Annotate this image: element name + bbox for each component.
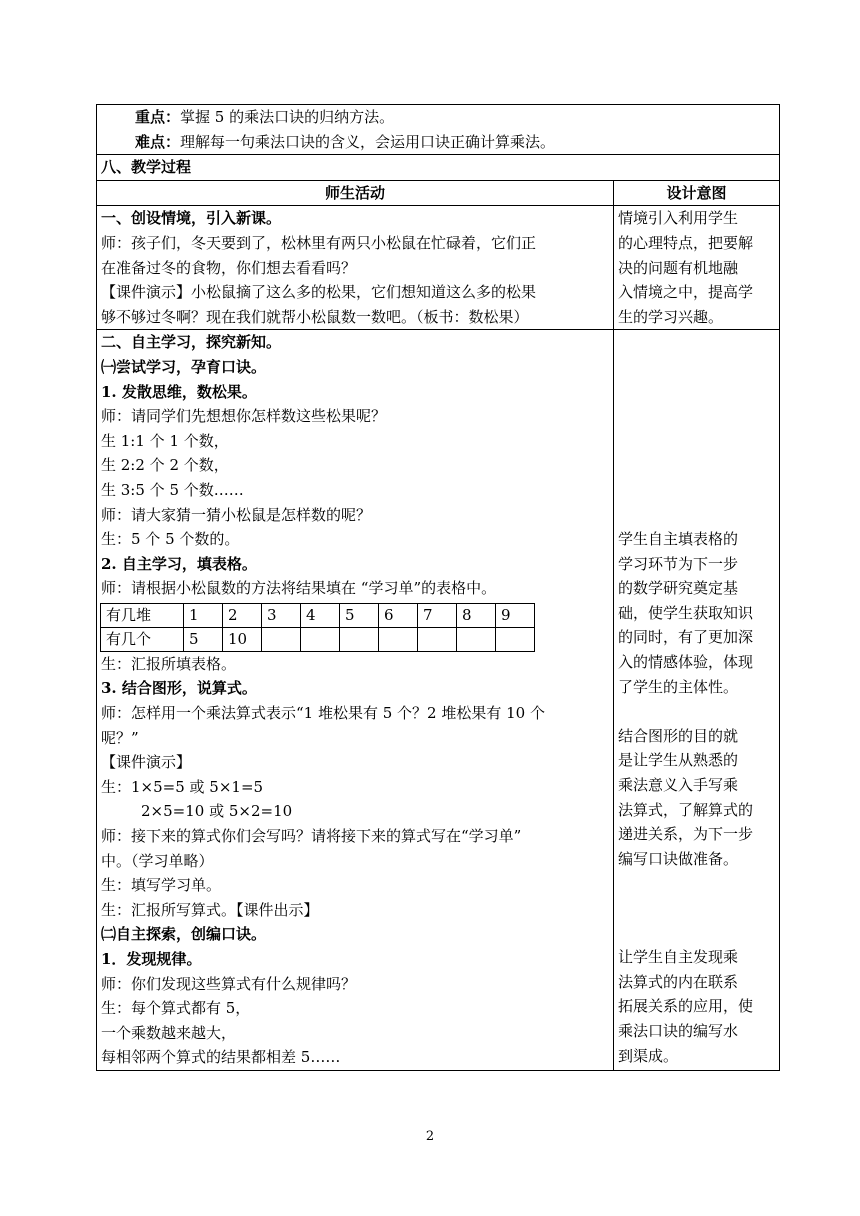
step-heading: 3. 结合图形，说算式。 (101, 679, 257, 698)
piles-cell: 8 (457, 603, 496, 627)
piles-cell: 4 (301, 603, 340, 627)
header-intent: 设计意图 (614, 180, 780, 206)
piles-row (101, 603, 535, 627)
piles-cell: 3 (262, 603, 301, 627)
piles-cell: 6 (379, 603, 418, 627)
count-cell (418, 627, 457, 651)
dialogue-line: 生：汇报所写算式。【课件出示】 (101, 900, 319, 919)
piles-cell: 5 (340, 603, 379, 627)
spacer (618, 503, 775, 528)
fill-in-table (100, 603, 535, 652)
spacer (618, 871, 775, 896)
part1-line: 在准备过冬的食物，你们想去看看吗？ (101, 258, 357, 277)
count-cell: 5 (184, 627, 223, 651)
dialogue-line: 师：请大家猜一猜小松鼠是怎样数的呢？ (101, 505, 372, 524)
section-title-row (97, 155, 780, 181)
intent-line: 法算式，了解算式的 (618, 800, 754, 819)
intent-line: 的同时，有了更加深 (618, 628, 754, 647)
piles-label: 有几堆 (101, 603, 184, 627)
intent-line: 让学生自主发现乘 (618, 948, 739, 967)
dialogue-line: 师：怎样用一个乘法算式表示“1 堆松果有 5 个？2 堆松果有 10 个 (101, 704, 545, 723)
intent-line: 的数学研究奠定基 (618, 579, 739, 598)
dialogue-line: 生：填写学习单。 (101, 876, 222, 895)
intent-line: 法算式的内在联系 (618, 972, 739, 991)
spacer (618, 330, 775, 355)
count-cell (379, 627, 418, 651)
zhongdian-line (101, 105, 775, 130)
intent-line: 编写口诀做准备。 (618, 849, 739, 868)
count-cell (262, 627, 301, 651)
dialogue-line: 呢？” (101, 728, 139, 747)
dialogue-line: 生 2:2 个 2 个数， (101, 456, 229, 475)
step-heading: 2. 自主学习，填表格。 (101, 554, 257, 573)
dialogue-line: 2×5=10 或 5×2=10 (141, 802, 293, 821)
part2-intent (614, 330, 780, 1071)
part1-heading: 一、创设情境，引入新课。 (101, 209, 282, 228)
piles-cell: 2 (223, 603, 262, 627)
part1-row (97, 206, 780, 330)
intent-line: 情境引入利用学生 (618, 209, 739, 228)
count-cell: 10 (223, 627, 262, 651)
lesson-plan-page (96, 104, 779, 1071)
dialogue-line: 师：接下来的算式你们会写吗？请将接下来的算式写在“学习单” (101, 827, 522, 846)
lesson-plan-table (96, 104, 780, 1071)
dialogue-line: 生：每个算式都有 5， (101, 999, 251, 1018)
spacer (618, 478, 775, 503)
key-points-cell (97, 105, 780, 155)
piles-cell: 1 (184, 603, 223, 627)
part1-line: 【课件演示】小松鼠摘了这么多的松果，它们想知道这么多的松果 (101, 283, 537, 302)
header-activity: 师生活动 (97, 180, 614, 206)
intent-line: 递进关系，为下一步 (618, 825, 754, 844)
intent-line: 学习环节为下一步 (618, 554, 739, 573)
step-heading: 1. 发散思维，数松果。 (101, 382, 257, 401)
subsection-heading: ㈡自主探索，创编口诀。 (101, 925, 267, 944)
dialogue-line: 生：1×5=5 或 5×1=5 (101, 777, 264, 796)
part1-line: 师：孩子们，冬天要到了，松林里有两只小松鼠在忙碌着，它们正 (101, 233, 537, 252)
spacer (618, 355, 775, 380)
intent-line: 础，使学生获取知识 (618, 603, 754, 622)
spacer (618, 380, 775, 405)
count-cell (457, 627, 496, 651)
intent-line: 学生自主填表格的 (618, 530, 739, 549)
piles-cell: 7 (418, 603, 457, 627)
dialogue-line: 一个乘数越来越大， (101, 1023, 237, 1042)
intent-line: 生的学习兴趣。 (618, 307, 724, 326)
dialogue-line: 师：请根据小松鼠数的方法将结果填在 “学习单”的表格中。 (101, 579, 497, 598)
spacer (618, 921, 775, 946)
intent-line: 决的问题有机地融 (618, 258, 739, 277)
intent-line: 了学生的主体性。 (618, 677, 739, 696)
spacer (618, 699, 775, 724)
count-cell (340, 627, 379, 651)
part1-activity (97, 206, 614, 330)
nandian-line (101, 130, 775, 155)
dialogue-line: 生：汇报所填表格。 (101, 654, 237, 673)
intent-line: 乘法意义入手写乘 (618, 776, 739, 795)
nandian-text: 理解每一句乘法口诀的含义，会运用口诀正确计算乘法。 (180, 132, 556, 151)
part1-line: 够不够过冬啊？现在我们就帮小松鼠数一数吧。（板书：数松果） (101, 307, 529, 326)
dialogue-line: 每相邻两个算式的结果都相差 5…… (101, 1048, 341, 1067)
dialogue-line: 【课件演示】 (101, 753, 192, 772)
intent-line: 是让学生从熟悉的 (618, 751, 739, 770)
dialogue-line: 生：5 个 5 个数的。 (101, 530, 240, 549)
part2-heading: 二、自主学习，探究新知。 (101, 333, 282, 352)
header-row (97, 180, 780, 206)
spacer (618, 896, 775, 921)
intent-line: 的心理特点，把要解 (618, 233, 754, 252)
intent-line: 拓展关系的应用，使 (618, 997, 754, 1016)
spacer (618, 429, 775, 454)
intent-line: 入情境之中，提高学 (618, 283, 754, 302)
step-heading: 1．发现规律。 (101, 950, 202, 968)
dialogue-line: 生 3:5 个 5 个数…… (101, 480, 244, 499)
zhongdian-label: 重点： (135, 108, 181, 126)
spacer (618, 404, 775, 429)
intent-line: 入的情感体验，体现 (618, 653, 754, 672)
intent-line: 乘法口诀的编写水 (618, 1021, 739, 1040)
nandian-label: 难点： (135, 132, 181, 151)
section-title: 八、教学过程 (97, 155, 780, 181)
page-number: 2 (425, 1129, 435, 1144)
count-label: 有几个 (101, 627, 184, 651)
intent-line: 到渠成。 (618, 1046, 679, 1065)
part2-row (97, 330, 780, 1071)
spacer (618, 453, 775, 478)
part1-intent (614, 206, 780, 330)
count-cell (496, 627, 535, 651)
dialogue-line: 生 1:1 个 1 个数， (101, 431, 229, 450)
zhongdian-text: 掌握 5 的乘法口诀的归纳方法。 (180, 108, 395, 126)
piles-cell: 9 (496, 603, 535, 627)
dialogue-line: 师：请同学们先想想你怎样数这些松果呢？ (101, 407, 387, 426)
count-row (101, 627, 535, 651)
dialogue-line: 中。（学习单略） (101, 851, 214, 870)
key-points-row (97, 105, 780, 155)
dialogue-line: 师：你们发现这些算式有什么规律吗？ (101, 974, 357, 993)
part2-activity (97, 330, 614, 1071)
count-cell (301, 627, 340, 651)
subsection-heading: ㈠尝试学习，孕育口诀。 (101, 357, 267, 376)
intent-line: 结合图形的目的就 (618, 726, 739, 745)
